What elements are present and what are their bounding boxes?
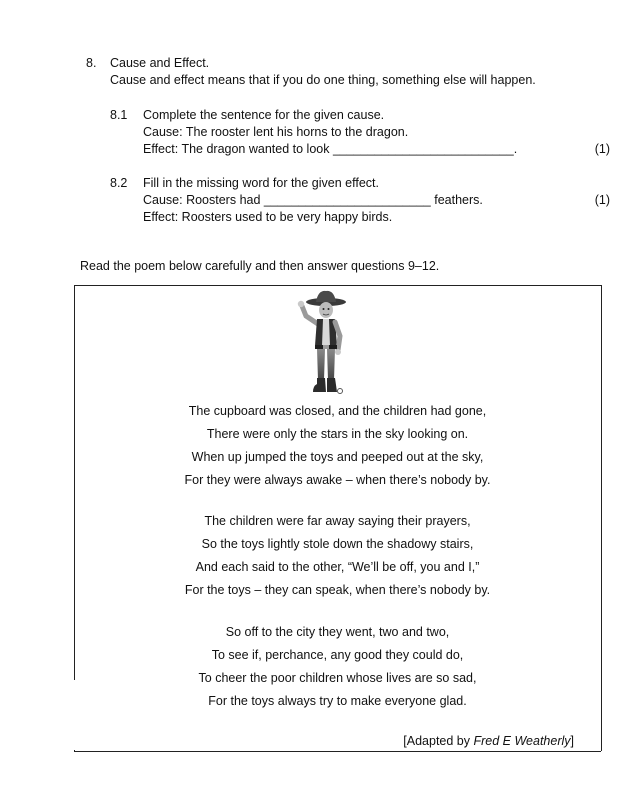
q8-2-instruction: Fill in the missing word for the given effect. [143,176,379,190]
poem-line: To see if, perchance, any good they could do, [211,648,464,662]
credit-author: Fred E Weatherly [473,734,571,748]
cowboy-toy-figure-icon [280,288,370,398]
poem-line: To cheer the poor children whose lives are so sad, [198,671,477,685]
poem-line: The children were far away saying their prayers, [204,514,471,528]
poem-line: For the toys – they can speak, when there’s nobody by. [184,583,491,597]
poem-box-gap [73,680,76,750]
poem-box-bottom-rule [74,751,601,752]
q8-1-cause: Cause: The rooster lent his horns to the dragon. [143,125,409,139]
poem-line: The cupboard was closed, and the children had gone, [188,404,487,418]
q8-1-effect: Effect: The dragon wanted to look __________________________. [143,142,518,156]
q8-2-marks: (1) [594,193,610,207]
poem-line: And each said to the other, “We’ll be off, you and I,” [195,560,480,574]
q8-title: Cause and Effect. [110,56,210,70]
q8-2-cause: Cause: Roosters had ________________________ feathers. [143,193,483,207]
credit-prefix: [Adapted by [403,734,474,748]
poem-line: For the toys always try to make everyone glad. [208,694,467,708]
poem-line: When up jumped the toys and peeped out at the sky, [191,450,484,464]
q8-1-instruction: Complete the sentence for the given cause. [143,108,385,122]
poem-line: So the toys lightly stole down the shadowy stairs, [201,537,474,551]
q8-definition: Cause and effect means that if you do one thing, something else will happen. [110,73,536,87]
q8-number: 8. [86,56,97,70]
poem-line: There were only the stars in the sky looking on. [206,427,469,441]
credit-suffix: ] [570,734,574,748]
q8-1-marks: (1) [594,142,610,156]
poem-credit [403,733,574,749]
q8-2-number: 8.2 [110,176,128,190]
poem-line: For they were always awake – when there’s nobody by. [184,473,491,487]
q8-1-number: 8.1 [110,108,128,122]
poem-intro: Read the poem below carefully and then answer questions 9–12. [80,259,440,273]
poem-line: So off to the city they went, two and two, [225,625,450,639]
q8-2-effect: Effect: Roosters used to be very happy birds. [143,210,393,224]
